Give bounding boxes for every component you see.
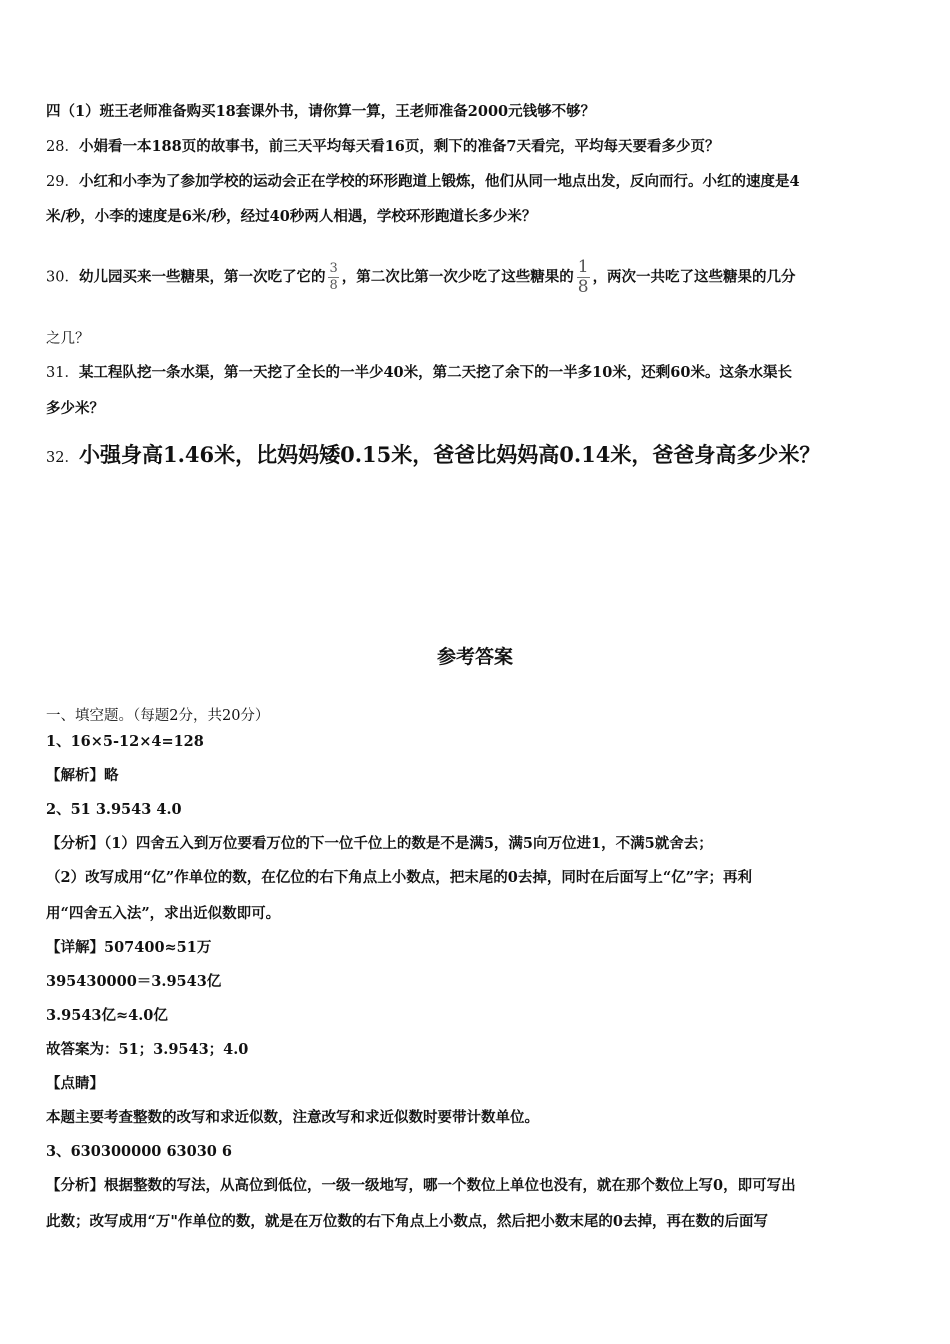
- question-text: ，第二次比第一次少吃了这些糖果的: [341, 268, 574, 286]
- fraction-numerator: 3: [329, 261, 338, 276]
- question-31-line2: 多少米？: [46, 400, 104, 417]
- question-number: 29．: [46, 174, 79, 190]
- answer-2-detail-3: 3.9543亿≈4.0亿: [46, 1007, 168, 1024]
- fraction-three-eighths: [328, 261, 338, 294]
- question-number: 32．: [46, 450, 79, 466]
- analysis-text: （1）四舍五入到万位要看万位的下一位千位上的数是不是满5，满5向万位进1，不满5就舍去；: [104, 835, 713, 852]
- question-number: 30．: [46, 269, 79, 286]
- answer-2-detail-2: 395430000＝3.9543亿: [46, 973, 222, 990]
- analysis-label: 【分析】: [46, 835, 104, 852]
- question-number: 31．: [46, 365, 79, 381]
- question-30-line2: 之几？: [46, 331, 90, 347]
- answer-2-final: 故答案为：51；3.9543；4.0: [46, 1041, 249, 1058]
- question-text: 某工程队挖一条水渠，第一天挖了全长的一半少40米，第二天挖了余下的一半多10米，还剩60米。这条水渠长: [78, 364, 792, 381]
- answer-2-comment-label: 【点睛】: [46, 1075, 104, 1092]
- answer-1: 1、16×5-12×4=128: [46, 733, 204, 750]
- answer-2-comment: 本题主要考查整数的改写和求近似数，注意改写和求近似数时要带计数单位。: [46, 1109, 539, 1126]
- question-32: [46, 440, 910, 473]
- question-27-continuation: 四（1）班王老师准备购买18套课外书，请你算一算，王老师准备2000元钱够不够？: [46, 103, 596, 120]
- question-28: [46, 137, 910, 157]
- answer-1-analysis: 【解析】略: [46, 767, 119, 784]
- section-heading: 一、填空题。（每题2分，共20分）: [46, 708, 270, 724]
- question-29: [46, 172, 910, 192]
- question-29-line2: 米/秒，小李的速度是6米/秒，经过40秒两人相遇，学校环形跑道长多少米？: [46, 208, 537, 225]
- answer-3: 3、630300000 63030 6: [46, 1143, 233, 1160]
- answers-title: 参考答案: [436, 646, 513, 668]
- answer-2-analysis: [46, 834, 910, 854]
- question-text: 小红和小李为了参加学校的运动会正在学校的环形跑道上锻炼，他们从同一地点出发，反向而行。小红的速度是4: [78, 173, 800, 190]
- answer-2-analysis-2-line2: 用“四舍五入法”，求出近似数即可。: [46, 905, 281, 922]
- fraction-denominator: 8: [577, 277, 589, 297]
- fraction-numerator: 1: [577, 257, 589, 277]
- fraction-denominator: 8: [329, 278, 338, 293]
- question-text: ，两次一共吃了这些糖果的几分: [592, 268, 796, 286]
- fraction-one-eighth: [577, 258, 590, 297]
- answer-2: 2、51 3.9543 4.0: [46, 801, 182, 818]
- question-text: 小娟看一本188页的故事书，前三天平均每天看16页，剩下的准备7天看完，平均每天要看多少页？: [78, 138, 720, 155]
- answer-2-analysis-2: （2）改写成用“亿”作单位的数，在亿位的右下角点上小数点，把末尾的0去掉，同时在后面写上“亿”字；再利: [46, 869, 753, 886]
- question-31: [46, 363, 910, 383]
- answer-3-analysis: 【分析】根据整数的写法，从高位到低位，一级一级地写，哪一个数位上单位也没有，就在那个数位上写0，即可写出: [46, 1177, 796, 1194]
- answer-2-detail: 【详解】507400≈51万: [46, 939, 212, 956]
- answer-3-analysis-line2: 此数；改写成用“万"作单位的数，就是在万位数的右下角点上小数点，然后把小数末尾的0去掉，再在数的后面写: [46, 1213, 768, 1230]
- question-number: 28．: [46, 139, 79, 155]
- question-30: [46, 258, 910, 297]
- question-text: 小强身高1.46米，比妈妈矮0.15米，爸爸比妈妈高0.14米，爸爸身高多少米？: [78, 442, 821, 467]
- question-text: 幼儿园买来一些糖果，第一次吃了它的: [78, 268, 326, 286]
